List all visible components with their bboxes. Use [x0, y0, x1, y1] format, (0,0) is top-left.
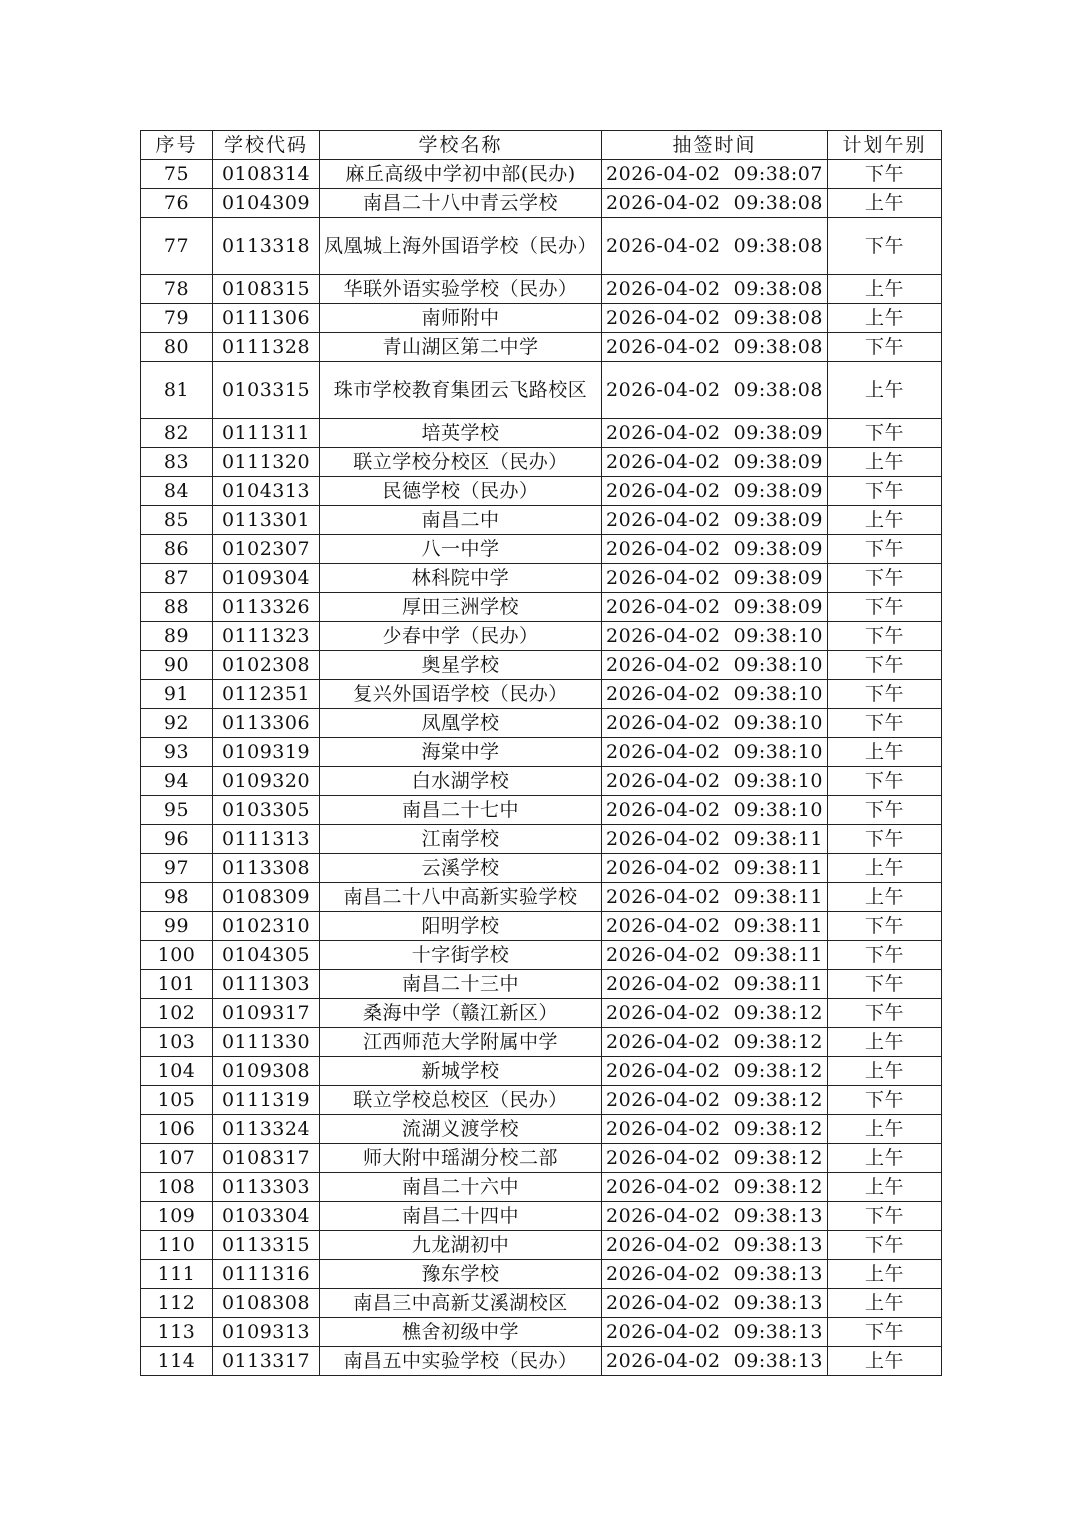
cell-seq: 94	[141, 767, 213, 796]
cell-period: 上午	[828, 1289, 942, 1318]
cell-school-code: 0109320	[213, 767, 320, 796]
cell-school-code: 0111313	[213, 825, 320, 854]
table-row	[141, 333, 942, 362]
cell-school-code: 0109317	[213, 999, 320, 1028]
cell-period: 上午	[828, 189, 942, 218]
cell-period: 下午	[828, 535, 942, 564]
cell-period: 上午	[828, 1144, 942, 1173]
cell-draw-time: 2026-04-02 09:38:08	[602, 333, 828, 362]
cell-period: 上午	[828, 1057, 942, 1086]
table-row	[141, 1115, 942, 1144]
cell-draw-time: 2026-04-02 09:38:08	[602, 362, 828, 419]
cell-period: 上午	[828, 883, 942, 912]
cell-seq: 97	[141, 854, 213, 883]
cell-period: 上午	[828, 1115, 942, 1144]
cell-school-code: 0109304	[213, 564, 320, 593]
cell-period: 上午	[828, 854, 942, 883]
cell-school-name: 南昌二十八中高新实验学校	[320, 883, 602, 912]
cell-seq: 109	[141, 1202, 213, 1231]
cell-period: 上午	[828, 1173, 942, 1202]
cell-school-code: 0111319	[213, 1086, 320, 1115]
table-row	[141, 680, 942, 709]
cell-draw-time: 2026-04-02 09:38:07	[602, 160, 828, 189]
cell-school-code: 0108309	[213, 883, 320, 912]
cell-draw-time: 2026-04-02 09:38:09	[602, 535, 828, 564]
cell-seq: 91	[141, 680, 213, 709]
cell-seq: 79	[141, 304, 213, 333]
cell-school-name: 南昌二十四中	[320, 1202, 602, 1231]
table-row	[141, 1057, 942, 1086]
cell-school-name: 流湖义渡学校	[320, 1115, 602, 1144]
cell-school-name: 华联外语实验学校（民办）	[320, 275, 602, 304]
cell-period: 上午	[828, 1260, 942, 1289]
cell-school-name: 云溪学校	[320, 854, 602, 883]
cell-draw-time: 2026-04-02 09:38:12	[602, 999, 828, 1028]
cell-seq: 93	[141, 738, 213, 767]
cell-school-code: 0104313	[213, 477, 320, 506]
cell-school-code: 0113301	[213, 506, 320, 535]
cell-period: 上午	[828, 275, 942, 304]
cell-school-name: 南昌二中	[320, 506, 602, 535]
table-row	[141, 593, 942, 622]
table-row	[141, 941, 942, 970]
cell-school-code: 0111311	[213, 419, 320, 448]
cell-school-code: 0108315	[213, 275, 320, 304]
cell-seq: 75	[141, 160, 213, 189]
cell-school-name: 新城学校	[320, 1057, 602, 1086]
cell-period: 下午	[828, 1318, 942, 1347]
cell-draw-time: 2026-04-02 09:38:10	[602, 622, 828, 651]
cell-seq: 90	[141, 651, 213, 680]
cell-period: 下午	[828, 999, 942, 1028]
header-school-name: 学校名称	[320, 131, 602, 160]
table-row	[141, 709, 942, 738]
cell-period: 下午	[828, 218, 942, 275]
header-school-code: 学校代码	[213, 131, 320, 160]
cell-school-code: 0111303	[213, 970, 320, 999]
cell-school-name: 林科院中学	[320, 564, 602, 593]
cell-seq: 106	[141, 1115, 213, 1144]
cell-period: 上午	[828, 448, 942, 477]
cell-draw-time: 2026-04-02 09:38:11	[602, 912, 828, 941]
cell-seq: 99	[141, 912, 213, 941]
cell-seq: 88	[141, 593, 213, 622]
cell-school-name: 少春中学（民办）	[320, 622, 602, 651]
table-row	[141, 912, 942, 941]
cell-school-name: 南昌二十七中	[320, 796, 602, 825]
cell-draw-time: 2026-04-02 09:38:13	[602, 1231, 828, 1260]
cell-seq: 107	[141, 1144, 213, 1173]
cell-school-code: 0113315	[213, 1231, 320, 1260]
cell-seq: 96	[141, 825, 213, 854]
cell-draw-time: 2026-04-02 09:38:11	[602, 854, 828, 883]
cell-school-name: 奥星学校	[320, 651, 602, 680]
cell-draw-time: 2026-04-02 09:38:12	[602, 1115, 828, 1144]
cell-draw-time: 2026-04-02 09:38:12	[602, 1144, 828, 1173]
cell-seq: 110	[141, 1231, 213, 1260]
table-row	[141, 1086, 942, 1115]
cell-school-code: 0113317	[213, 1347, 320, 1376]
cell-school-name: 凤凰城上海外国语学校（民办）	[320, 218, 602, 275]
cell-school-name: 联立学校分校区（民办）	[320, 448, 602, 477]
cell-school-code: 0109308	[213, 1057, 320, 1086]
cell-school-name: 豫东学校	[320, 1260, 602, 1289]
cell-period: 下午	[828, 477, 942, 506]
cell-period: 上午	[828, 362, 942, 419]
table-row	[141, 275, 942, 304]
table-row	[141, 651, 942, 680]
cell-school-code: 0108317	[213, 1144, 320, 1173]
cell-seq: 86	[141, 535, 213, 564]
cell-school-name: 江西师范大学附属中学	[320, 1028, 602, 1057]
cell-draw-time: 2026-04-02 09:38:10	[602, 709, 828, 738]
table-row	[141, 970, 942, 999]
cell-seq: 101	[141, 970, 213, 999]
cell-school-code: 0113303	[213, 1173, 320, 1202]
table-body	[141, 160, 942, 1376]
cell-school-code: 0111306	[213, 304, 320, 333]
cell-period: 上午	[828, 1028, 942, 1057]
table-row	[141, 1260, 942, 1289]
cell-seq: 98	[141, 883, 213, 912]
cell-period: 下午	[828, 593, 942, 622]
cell-school-name: 南昌五中实验学校（民办）	[320, 1347, 602, 1376]
table-row	[141, 189, 942, 218]
table-header-row	[141, 131, 942, 160]
cell-draw-time: 2026-04-02 09:38:08	[602, 189, 828, 218]
cell-seq: 80	[141, 333, 213, 362]
table-row	[141, 362, 942, 419]
cell-school-name: 民德学校（民办）	[320, 477, 602, 506]
table-row	[141, 1231, 942, 1260]
cell-period: 下午	[828, 796, 942, 825]
cell-seq: 113	[141, 1318, 213, 1347]
cell-seq: 112	[141, 1289, 213, 1318]
cell-school-code: 0111320	[213, 448, 320, 477]
cell-school-name: 麻丘高级中学初中部(民办)	[320, 160, 602, 189]
cell-seq: 104	[141, 1057, 213, 1086]
table-row	[141, 419, 942, 448]
cell-seq: 82	[141, 419, 213, 448]
cell-school-code: 0108314	[213, 160, 320, 189]
cell-period: 下午	[828, 767, 942, 796]
table-row	[141, 218, 942, 275]
cell-school-code: 0103315	[213, 362, 320, 419]
cell-school-name: 南昌二十六中	[320, 1173, 602, 1202]
cell-period: 下午	[828, 680, 942, 709]
table-row	[141, 1144, 942, 1173]
table-row	[141, 738, 942, 767]
cell-school-code: 0111316	[213, 1260, 320, 1289]
cell-period: 下午	[828, 941, 942, 970]
cell-seq: 89	[141, 622, 213, 651]
cell-period: 下午	[828, 970, 942, 999]
cell-school-name: 樵舍初级中学	[320, 1318, 602, 1347]
cell-draw-time: 2026-04-02 09:38:09	[602, 448, 828, 477]
cell-period: 下午	[828, 419, 942, 448]
cell-period: 下午	[828, 825, 942, 854]
cell-seq: 105	[141, 1086, 213, 1115]
table-row	[141, 448, 942, 477]
table-row	[141, 564, 942, 593]
cell-school-code: 0103304	[213, 1202, 320, 1231]
cell-school-code: 0102308	[213, 651, 320, 680]
cell-draw-time: 2026-04-02 09:38:12	[602, 1057, 828, 1086]
cell-seq: 108	[141, 1173, 213, 1202]
cell-school-code: 0109319	[213, 738, 320, 767]
cell-school-name: 南昌二十三中	[320, 970, 602, 999]
cell-school-code: 0113326	[213, 593, 320, 622]
cell-period: 上午	[828, 1347, 942, 1376]
table-row	[141, 622, 942, 651]
table-row	[141, 796, 942, 825]
cell-school-name: 江南学校	[320, 825, 602, 854]
cell-school-name: 十字街学校	[320, 941, 602, 970]
cell-period: 上午	[828, 304, 942, 333]
cell-draw-time: 2026-04-02 09:38:10	[602, 738, 828, 767]
cell-school-name: 海棠中学	[320, 738, 602, 767]
cell-school-code: 0113318	[213, 218, 320, 275]
cell-school-code: 0102310	[213, 912, 320, 941]
cell-school-name: 阳明学校	[320, 912, 602, 941]
cell-draw-time: 2026-04-02 09:38:11	[602, 825, 828, 854]
table-row	[141, 999, 942, 1028]
cell-school-code: 0112351	[213, 680, 320, 709]
cell-period: 下午	[828, 333, 942, 362]
cell-school-name: 南师附中	[320, 304, 602, 333]
cell-period: 上午	[828, 738, 942, 767]
cell-seq: 83	[141, 448, 213, 477]
cell-period: 下午	[828, 1231, 942, 1260]
cell-period: 下午	[828, 912, 942, 941]
cell-draw-time: 2026-04-02 09:38:11	[602, 883, 828, 912]
cell-school-name: 南昌二十八中青云学校	[320, 189, 602, 218]
table-row	[141, 1347, 942, 1376]
cell-seq: 85	[141, 506, 213, 535]
cell-period: 下午	[828, 1086, 942, 1115]
table-row	[141, 304, 942, 333]
table-row	[141, 883, 942, 912]
cell-seq: 103	[141, 1028, 213, 1057]
cell-school-code: 0104309	[213, 189, 320, 218]
cell-school-name: 九龙湖初中	[320, 1231, 602, 1260]
cell-draw-time: 2026-04-02 09:38:13	[602, 1202, 828, 1231]
cell-draw-time: 2026-04-02 09:38:11	[602, 941, 828, 970]
cell-draw-time: 2026-04-02 09:38:11	[602, 970, 828, 999]
cell-seq: 92	[141, 709, 213, 738]
cell-draw-time: 2026-04-02 09:38:13	[602, 1318, 828, 1347]
cell-draw-time: 2026-04-02 09:38:12	[602, 1028, 828, 1057]
cell-school-name: 联立学校总校区（民办）	[320, 1086, 602, 1115]
table-row	[141, 1318, 942, 1347]
table-row	[141, 1289, 942, 1318]
cell-draw-time: 2026-04-02 09:38:13	[602, 1347, 828, 1376]
cell-draw-time: 2026-04-02 09:38:08	[602, 218, 828, 275]
cell-seq: 81	[141, 362, 213, 419]
cell-school-name: 复兴外国语学校（民办）	[320, 680, 602, 709]
cell-school-code: 0111328	[213, 333, 320, 362]
cell-school-name: 白水湖学校	[320, 767, 602, 796]
cell-period: 下午	[828, 709, 942, 738]
cell-school-name: 师大附中瑶湖分校二部	[320, 1144, 602, 1173]
cell-draw-time: 2026-04-02 09:38:08	[602, 304, 828, 333]
cell-draw-time: 2026-04-02 09:38:09	[602, 564, 828, 593]
cell-school-code: 0111323	[213, 622, 320, 651]
table-row	[141, 477, 942, 506]
cell-seq: 87	[141, 564, 213, 593]
cell-draw-time: 2026-04-02 09:38:12	[602, 1173, 828, 1202]
cell-period: 下午	[828, 1202, 942, 1231]
table-row	[141, 1202, 942, 1231]
cell-draw-time: 2026-04-02 09:38:10	[602, 680, 828, 709]
cell-draw-time: 2026-04-02 09:38:12	[602, 1086, 828, 1115]
cell-draw-time: 2026-04-02 09:38:09	[602, 506, 828, 535]
cell-draw-time: 2026-04-02 09:38:10	[602, 796, 828, 825]
cell-school-name: 桑海中学（赣江新区）	[320, 999, 602, 1028]
header-period: 计划午别	[828, 131, 942, 160]
cell-school-name: 南昌三中高新艾溪湖校区	[320, 1289, 602, 1318]
cell-school-code: 0109313	[213, 1318, 320, 1347]
header-draw-time: 抽签时间	[602, 131, 828, 160]
table-row	[141, 535, 942, 564]
cell-school-code: 0111330	[213, 1028, 320, 1057]
cell-period: 下午	[828, 564, 942, 593]
cell-period: 下午	[828, 160, 942, 189]
cell-school-name: 培英学校	[320, 419, 602, 448]
cell-seq: 100	[141, 941, 213, 970]
cell-school-code: 0103305	[213, 796, 320, 825]
cell-school-code: 0113308	[213, 854, 320, 883]
cell-draw-time: 2026-04-02 09:38:10	[602, 767, 828, 796]
cell-school-code: 0104305	[213, 941, 320, 970]
cell-seq: 77	[141, 218, 213, 275]
cell-period: 下午	[828, 651, 942, 680]
table-row	[141, 160, 942, 189]
cell-draw-time: 2026-04-02 09:38:13	[602, 1289, 828, 1318]
cell-draw-time: 2026-04-02 09:38:10	[602, 651, 828, 680]
cell-draw-time: 2026-04-02 09:38:09	[602, 419, 828, 448]
cell-school-name: 青山湖区第二中学	[320, 333, 602, 362]
table-row	[141, 506, 942, 535]
header-seq: 序号	[141, 131, 213, 160]
cell-school-code: 0102307	[213, 535, 320, 564]
cell-period: 下午	[828, 622, 942, 651]
cell-school-code: 0108308	[213, 1289, 320, 1318]
cell-draw-time: 2026-04-02 09:38:13	[602, 1260, 828, 1289]
lottery-result-table	[140, 130, 942, 1376]
cell-seq: 114	[141, 1347, 213, 1376]
cell-school-name: 凤凰学校	[320, 709, 602, 738]
cell-seq: 102	[141, 999, 213, 1028]
cell-draw-time: 2026-04-02 09:38:09	[602, 593, 828, 622]
table-row	[141, 825, 942, 854]
cell-school-name: 八一中学	[320, 535, 602, 564]
cell-seq: 78	[141, 275, 213, 304]
cell-school-code: 0113324	[213, 1115, 320, 1144]
cell-school-name: 珠市学校教育集团云飞路校区	[320, 362, 602, 419]
cell-draw-time: 2026-04-02 09:38:08	[602, 275, 828, 304]
cell-school-code: 0113306	[213, 709, 320, 738]
cell-seq: 76	[141, 189, 213, 218]
cell-seq: 84	[141, 477, 213, 506]
table-row	[141, 767, 942, 796]
cell-seq: 95	[141, 796, 213, 825]
cell-period: 上午	[828, 506, 942, 535]
cell-seq: 111	[141, 1260, 213, 1289]
table-row	[141, 1028, 942, 1057]
cell-draw-time: 2026-04-02 09:38:09	[602, 477, 828, 506]
table-row	[141, 1173, 942, 1202]
cell-school-name: 厚田三洲学校	[320, 593, 602, 622]
table-row	[141, 854, 942, 883]
